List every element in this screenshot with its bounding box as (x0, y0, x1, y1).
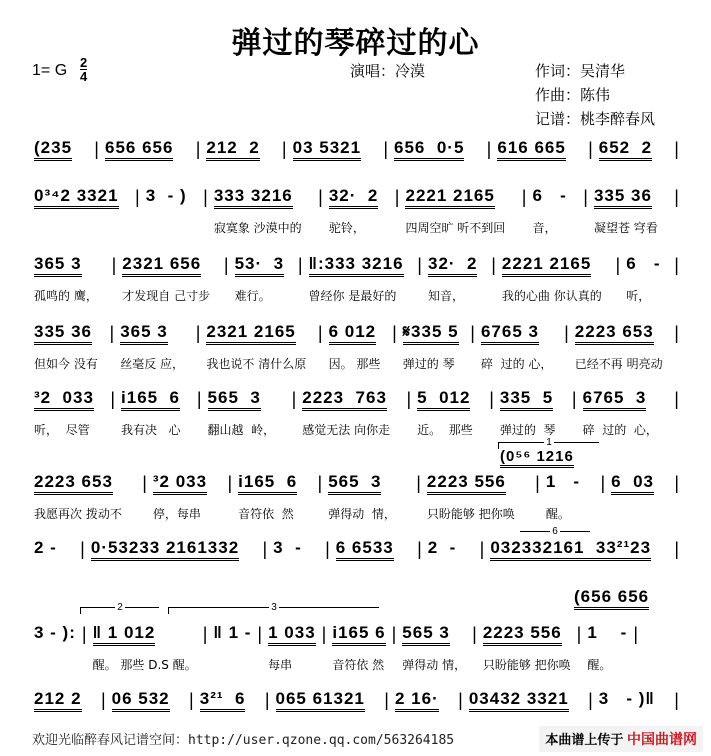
measure (493, 138, 586, 161)
measure (89, 623, 201, 673)
measure (595, 689, 673, 712)
measure-notes: 𝄋335 5 (403, 322, 459, 345)
measure-notes: i165 6 (238, 472, 297, 495)
measure-lyric: 才发现自 己寸步 (122, 289, 211, 303)
measure (202, 322, 316, 372)
bar-line: | (325, 539, 330, 559)
measure (30, 322, 108, 372)
measure-lyric: 听， (626, 289, 651, 303)
measure (595, 138, 673, 161)
bar-line: | (588, 139, 593, 159)
volta-2-label: 2 (117, 602, 123, 613)
bar-line: | (535, 473, 540, 493)
measure (149, 472, 226, 522)
measure (30, 623, 80, 646)
measure-notes: 212 2 (34, 689, 82, 712)
measure-lyric: 音符依 然 (238, 507, 294, 521)
measure (210, 186, 316, 236)
measure (234, 472, 315, 522)
intro-repeat-notes: (656 656 (574, 587, 649, 610)
measure-lyric: 丝毫反 应， (120, 357, 185, 371)
measure (87, 538, 261, 561)
singer-credit: 演唱：冷漠 (350, 62, 426, 80)
bar-line: | (318, 187, 323, 207)
volta-1-notes: (0⁵⁶ 1216 (500, 448, 574, 468)
volta-1-label: 1 (546, 437, 552, 448)
song-title: 弹过的琴碎过的心 (231, 26, 480, 61)
bar-line: | (81, 624, 87, 644)
measure-lyric: 弹得动 情， (328, 507, 396, 521)
measure (332, 538, 415, 561)
bar-line: | (291, 389, 297, 409)
measure-notes: 2223 556 (483, 623, 562, 646)
bar-line: | (195, 139, 201, 159)
bar-line: | (416, 473, 421, 493)
measure-notes: 3 - (273, 538, 302, 557)
time-sig-top: 2 (80, 55, 88, 70)
upload-badge[interactable] (539, 726, 703, 752)
bar-line: | (110, 389, 116, 409)
measure (116, 322, 194, 372)
bar-line: | (142, 473, 147, 493)
measure-notes: 53· 3 (235, 254, 284, 277)
measure (209, 623, 255, 646)
bar-line: | (674, 323, 679, 343)
measure (30, 388, 108, 438)
lyricist-credit: 作词：吴清华 (535, 62, 626, 80)
measure-notes: i165 6 (121, 388, 180, 411)
score-line (30, 186, 681, 236)
measure-lyric: 音， (532, 221, 557, 235)
measure-lyric: 难行。 (234, 289, 271, 303)
measure-notes: ‖:333 3216 (309, 254, 404, 277)
bar-line: | (472, 624, 477, 644)
bar-line: | (264, 690, 270, 710)
measure (30, 254, 110, 304)
measure-notes: ‖ 1 012 (93, 623, 156, 646)
measure-notes: ³2 033 (34, 388, 94, 411)
measure (398, 623, 470, 673)
measure (413, 388, 487, 438)
bar-line: | (571, 389, 577, 409)
measure-notes: 2223 653 (34, 472, 113, 495)
measure (305, 254, 416, 304)
bar-line: | (479, 539, 485, 559)
bar-line: | (227, 473, 233, 493)
measure-lyric: 驼铃， (328, 221, 365, 235)
measure-notes: ‖ 1 - (213, 623, 252, 642)
bar-line: | (674, 539, 680, 559)
measure-lyric: 我有决 心 (121, 423, 181, 437)
measure (583, 623, 631, 673)
upload-prefix: 本曲谱上传于 (545, 732, 624, 747)
bar-line: | (417, 539, 422, 559)
measure-notes: 656 0·5 (394, 138, 464, 161)
score-line (30, 388, 681, 438)
measure-lyric: 但如今 没有 (34, 357, 98, 371)
volta-2-bracket (80, 602, 159, 614)
measure-notes: 2 - (427, 538, 457, 557)
measure (486, 538, 672, 561)
measure-notes: 6 012 (329, 322, 377, 345)
measure-notes: 6 6533 (336, 538, 394, 561)
measure-notes: 03432 3321 (469, 689, 569, 712)
key-signature: 1= G (32, 62, 68, 79)
measure-lyric: 感觉无法 向你走 (302, 423, 391, 437)
bar-line: | (203, 187, 208, 207)
measure-notes: (235 (34, 138, 72, 161)
measure-notes: 2 16· (395, 689, 439, 712)
bar-line: | (80, 539, 85, 559)
measure-notes: 0³⁴2 3321 (34, 186, 119, 209)
measure-lyric: 翻山越 岭， (207, 423, 276, 437)
measure-notes: ³2 033 (153, 472, 207, 495)
measure (142, 186, 201, 209)
bar-line: | (202, 624, 208, 644)
measure (528, 186, 581, 236)
measure-lyric: 我愿再次 拨动不 (34, 507, 122, 521)
measure (117, 388, 195, 438)
measure (30, 472, 140, 522)
bar-line: | (489, 389, 494, 409)
measure-lyric: 听， 尽管 (34, 423, 90, 437)
measure-lyric: 音符依 然 (332, 658, 385, 672)
measure-lyric: 我也说不 清什么原 (206, 357, 307, 371)
measure (479, 623, 575, 673)
measure (325, 186, 393, 236)
bar-line: | (297, 255, 303, 275)
measure-lyric: 凝望苍 穹看 (593, 221, 658, 235)
bar-line: | (674, 473, 680, 493)
bar-line: | (262, 539, 268, 559)
measure-notes: 656 656 (105, 138, 173, 161)
bar-line: | (196, 389, 202, 409)
composer-credit: 作曲：陈伟 (535, 86, 611, 104)
bar-line: | (109, 323, 115, 343)
volta-3-bracket (168, 602, 379, 614)
footer-text: 欢迎光临醉春风记谱空间：http://user.qzone.qq.com/563264185 (32, 733, 455, 748)
measure (30, 689, 99, 712)
measure-notes: 6 - (532, 186, 567, 205)
bar-line: | (394, 187, 400, 207)
measure-notes: 565 3 (208, 388, 261, 411)
bar-line: | (588, 690, 593, 710)
bar-line: | (321, 624, 327, 644)
measure (272, 689, 383, 712)
bar-line: | (195, 323, 201, 343)
bar-line: | (615, 255, 621, 275)
measure-notes: 565 3 (402, 623, 450, 646)
measure-lyric: 停，每串 (152, 507, 201, 521)
measure-notes: 652 2 (599, 138, 652, 161)
measure-lyric: 只盼能够 把你唤 (482, 658, 571, 672)
measure-notes: 2 - (34, 538, 57, 557)
measure-lyric: 知音， (427, 289, 464, 303)
measure (298, 388, 404, 438)
bar-line: | (257, 624, 263, 644)
measure-notes: 565 3 (328, 472, 381, 495)
bar-line: | (458, 690, 463, 710)
score-line (30, 538, 681, 561)
measure (269, 538, 323, 561)
measure (30, 186, 133, 209)
measure-notes: 32· 2 (428, 254, 477, 277)
bar-line: | (674, 139, 679, 159)
score-line (30, 472, 681, 522)
measure-lyric: 碎 过的 心， (480, 357, 553, 371)
bar-line: | (392, 323, 397, 343)
measure-lyric: 曾经你 是最好的 (308, 289, 397, 303)
measure-lyric: 四周空旷 听不到回 (405, 221, 506, 235)
bar-line: | (674, 690, 679, 710)
measure-lyric: 孤鸣的 鹰， (34, 289, 98, 303)
measure (324, 472, 414, 522)
measure-lyric: 我的心曲 你认真的 (501, 289, 602, 303)
measure-lyric: 碎 过的 心， (582, 423, 658, 437)
measure-notes: 1 - (587, 623, 628, 642)
measure-notes: 212 2 (206, 138, 259, 161)
measure-notes: 6765 3 (583, 388, 647, 411)
measure-lyric: 弹得动 情， (402, 658, 467, 672)
measure-lyric: 寂寞象 沙漠中的 (213, 221, 302, 235)
measure (477, 322, 562, 372)
bar-line: | (391, 624, 397, 644)
measure-notes: 6 03 (611, 472, 654, 495)
measure-notes: 2223 556 (427, 472, 506, 495)
measure (579, 388, 673, 438)
measure (231, 254, 296, 304)
measure (328, 623, 389, 673)
measure-notes: 6 - (626, 254, 661, 273)
measure (30, 138, 92, 161)
score-line (30, 689, 681, 712)
measure (30, 538, 78, 561)
measure (399, 322, 469, 372)
measure-notes: 2221 2165 (405, 186, 494, 209)
measure (289, 138, 382, 161)
score-line (30, 254, 681, 304)
measure-lyric: 醒。 (587, 658, 612, 672)
measure (622, 254, 672, 304)
time-signature (80, 56, 87, 83)
triplet-bracket (520, 526, 590, 538)
bar-line: | (576, 624, 582, 644)
measure (108, 689, 187, 712)
measure-notes: 1 - (545, 472, 581, 491)
measure (401, 186, 519, 236)
measure (496, 388, 570, 438)
measure (101, 138, 194, 161)
bar-line: | (384, 690, 389, 710)
measure-lyric: 弹过的 琴 (402, 357, 455, 371)
measure-lyric: 近。 那些 (417, 423, 473, 437)
measure (607, 472, 672, 495)
measure (423, 472, 533, 522)
measure-notes: 3²¹ 6 (200, 689, 246, 712)
measure-notes: 335 5 (500, 388, 553, 411)
measure (325, 322, 391, 372)
triplet-label: 6 (552, 526, 558, 537)
bar-line: | (583, 187, 588, 207)
measure (118, 254, 222, 304)
bar-line: | (111, 255, 117, 275)
bar-line: | (317, 323, 323, 343)
measure (571, 322, 673, 372)
measure (196, 689, 263, 712)
measure-notes: 3 - ) (145, 186, 187, 205)
measure-notes: 06 532 (112, 689, 170, 712)
measure (590, 186, 672, 236)
measure-notes: 2321 2165 (206, 322, 295, 345)
transcriber-credit: 记谱：桃李醉春风 (535, 110, 656, 128)
measure-notes: 2223 763 (302, 388, 387, 411)
bar-line: | (633, 624, 639, 644)
score-line (30, 138, 681, 161)
score-line (30, 322, 681, 372)
measure-lyric: 弹过的 琴 (499, 423, 556, 437)
measure-lyric: 因。 那些 (328, 357, 381, 371)
measure-notes: 065 61321 (276, 689, 365, 712)
measure-notes: 2221 2165 (502, 254, 591, 277)
measure (390, 138, 485, 161)
measure-notes: 616 665 (497, 138, 565, 161)
measure-notes: 335 36 (34, 322, 92, 345)
measure-notes: 032332161 33²¹23 (490, 538, 651, 561)
bar-line: | (189, 690, 194, 710)
measure-notes: 2321 656 (122, 254, 201, 277)
bar-line: | (521, 187, 527, 207)
bar-line: | (491, 255, 496, 275)
bar-line: | (94, 139, 99, 159)
measure (542, 472, 599, 522)
measure-notes: 03 5321 (293, 138, 361, 161)
measure-notes: 333 3216 (214, 186, 293, 209)
bar-line: | (383, 139, 389, 159)
measure (424, 538, 478, 561)
bar-line: | (281, 139, 287, 159)
measure-notes: 1 033 (268, 623, 316, 646)
volta-3-label: 3 (271, 602, 277, 613)
measure-notes: 6765 3 (481, 322, 539, 345)
measure-notes: 2223 653 (575, 322, 654, 345)
bar-line: | (417, 255, 422, 275)
measure-notes: 365 3 (34, 254, 82, 277)
measure-notes: 3 - )‖ (598, 689, 655, 708)
measure-notes: 5 012 (417, 388, 470, 411)
measure-notes: i165 6 (332, 623, 385, 646)
measure (202, 138, 280, 161)
bar-line: | (564, 323, 569, 343)
measure-lyric: 每串 (268, 658, 293, 672)
bar-line: | (674, 389, 679, 409)
bar-line: | (674, 255, 679, 275)
measure-notes: 365 3 (120, 322, 168, 345)
measure-lyric: 已经不再 明亮动 (574, 357, 663, 371)
bar-line: | (486, 139, 492, 159)
measure (424, 254, 489, 304)
measure-notes: 32· 2 (329, 186, 378, 209)
measure-notes: 3 - ): (34, 623, 76, 642)
measure (465, 689, 586, 712)
time-sig-bottom: 4 (80, 69, 88, 84)
measure (204, 388, 290, 438)
bar-line: | (317, 473, 323, 493)
bar-line: | (600, 473, 606, 493)
measure (498, 254, 614, 304)
bar-line: | (135, 187, 140, 207)
measure (391, 689, 456, 712)
measure-lyric: 只盼能够 把你唤 (426, 507, 515, 521)
bar-line: | (100, 690, 106, 710)
measure-lyric: 醒。 那些 D.S 醒。 (92, 658, 197, 672)
measure-notes: 0·53233 2161332 (91, 538, 239, 561)
bar-line: | (674, 187, 679, 207)
measure-lyric: 醒。 (545, 507, 570, 521)
measure-notes: 335 36 (594, 186, 652, 209)
measure (264, 623, 320, 673)
bar-line: | (223, 255, 229, 275)
bar-line: | (406, 389, 412, 409)
bar-line: | (470, 323, 475, 343)
upload-brand-logo: 中国曲谱网 (627, 731, 697, 747)
score-line (30, 623, 639, 673)
